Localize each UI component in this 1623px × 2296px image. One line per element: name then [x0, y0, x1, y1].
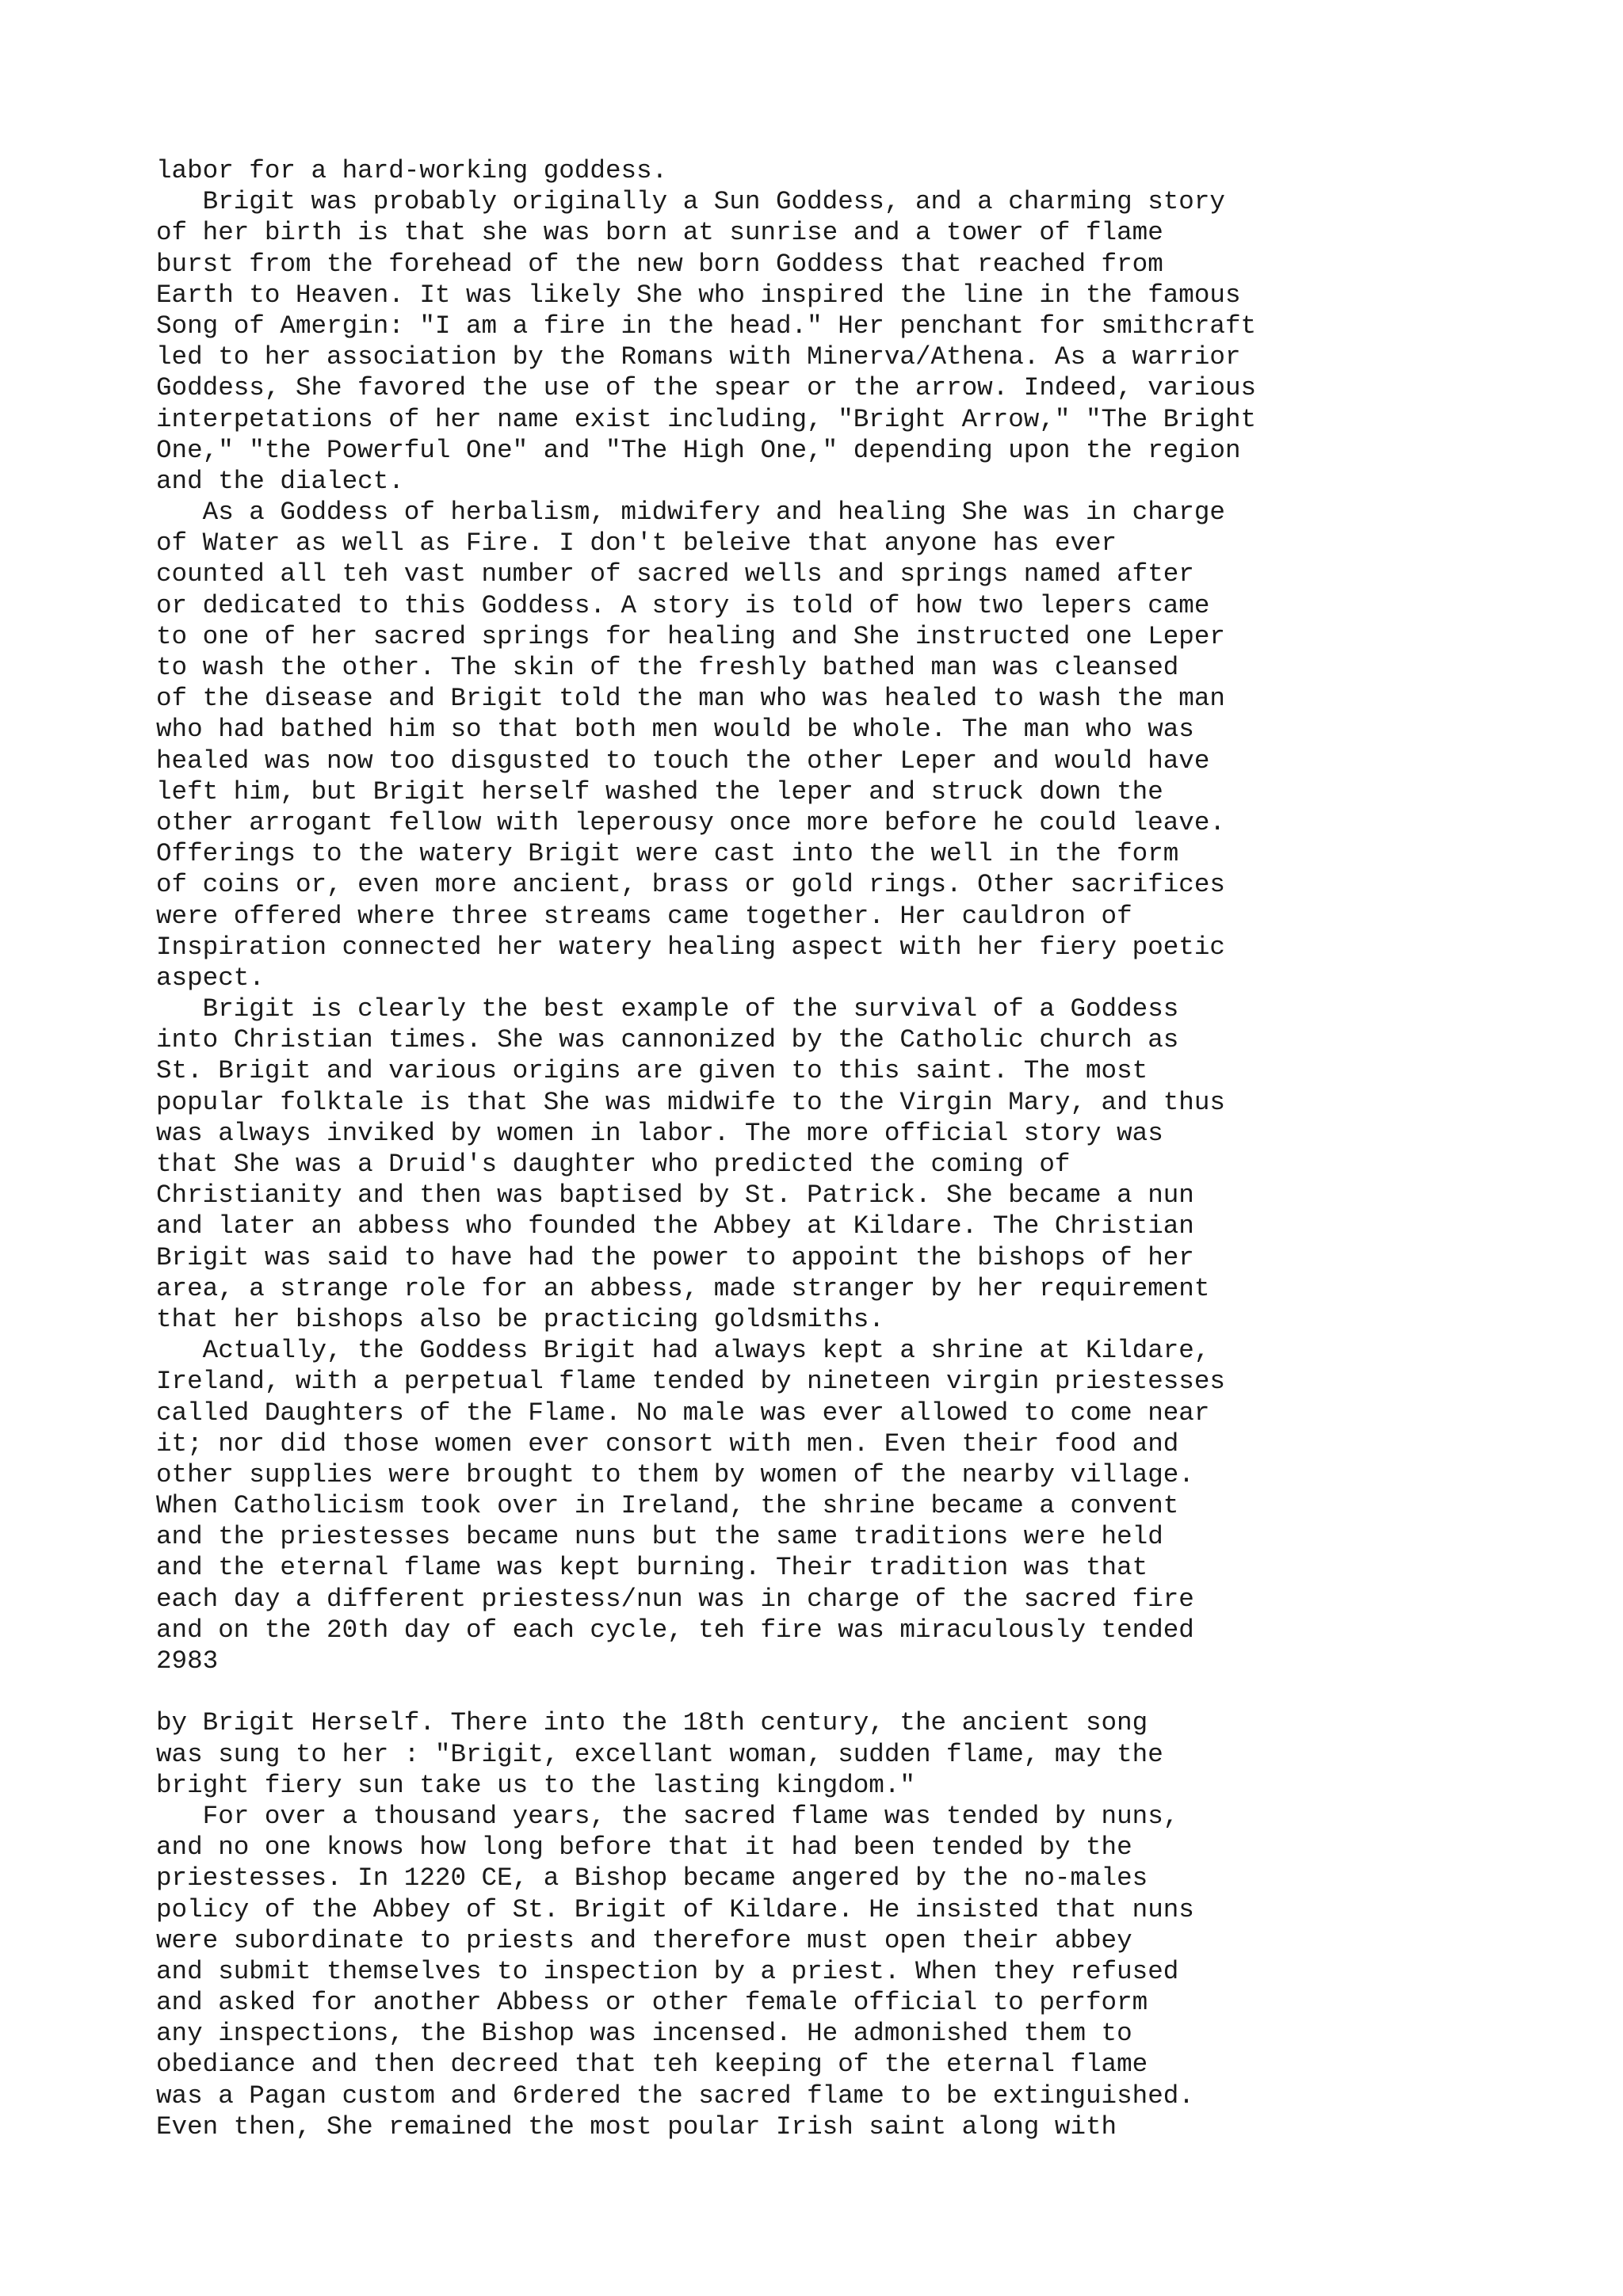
text-line: and on the 20th day of each cycle, teh fire was miraculously tended [156, 1615, 1194, 1645]
text-line: led to her association by the Romans with Minerva/Athena. As a warrior [156, 342, 1241, 372]
text-line: and the eternal flame was kept burning. Their tradition was that [156, 1553, 1148, 1583]
text-line: and the dialect. [156, 466, 404, 496]
text-line: Song of Amergin: "I am a fire in the head." Her penchant for smithcraft [156, 311, 1257, 341]
text-line: were offered where three streams came together. Her cauldron of [156, 901, 1132, 931]
text-line: policy of the Abbey of St. Brigit of Kildare. He insisted that nuns [156, 1894, 1194, 1924]
text-line: When Catholicism took over in Ireland, the shrine became a convent [156, 1491, 1179, 1521]
text-line: were subordinate to priests and therefore must open their abbey [156, 1925, 1132, 1955]
text-line: and later an abbess who founded the Abbey at Kildare. The Christian [156, 1211, 1194, 1241]
text-line: and submit themselves to inspection by a priest. When they refused [156, 1956, 1179, 1986]
text-line: aspect. [156, 963, 265, 993]
text-line: who had bathed him so that both men would be whole. The man who was [156, 715, 1194, 745]
text-line: Brigit is clearly the best example of the survival of a Goddess [156, 994, 1179, 1024]
text-line: Brigit was probably originally a Sun Goddess, and a charming story [156, 187, 1225, 217]
text-line: bright fiery sun take us to the lasting kingdom." [156, 1770, 915, 1800]
text-line: priestesses. In 1220 CE, a Bishop became angered by the no-males [156, 1863, 1148, 1894]
text-line: Brigit was said to have had the power to appoint the bishops of her [156, 1242, 1194, 1272]
text-line: that She was a Druid's daughter who predicted the coming of [156, 1150, 1071, 1179]
text-line: other arrogant fellow with leperousy once more before he could leave. [156, 807, 1225, 837]
text-line: each day a different priestess/nun was in charge of the sacred fire [156, 1584, 1194, 1614]
text-line: by Brigit Herself. There into the 18th century, the ancient song [156, 1708, 1148, 1738]
text-line: healed was now too disgusted to touch the other Leper and would have [156, 746, 1210, 776]
text-line: Offerings to the watery Brigit were cast into the well in the form [156, 839, 1179, 869]
text-line: called Daughters of the Flame. No male was ever allowed to come near [156, 1398, 1210, 1428]
text-line: Goddess, She favored the use of the spear or the arrow. Indeed, various [156, 373, 1257, 403]
text-line: other supplies were brought to them by women of the nearby village. [156, 1459, 1194, 1489]
document-page [156, 155, 1583, 2142]
text-line: of coins or, even more ancient, brass or gold rings. Other sacrifices [156, 870, 1225, 900]
text-line: For over a thousand years, the sacred flame was tended by nuns, [156, 1801, 1179, 1831]
text-line: counted all teh vast number of sacred wells and springs named after [156, 559, 1194, 589]
text-line: that her bishops also be practicing goldsmiths. [156, 1304, 884, 1334]
text-block-page-2 [156, 1707, 1583, 2142]
text-line: Even then, She remained the most poular Irish saint along with [156, 2111, 1117, 2142]
text-line: area, a strange role for an abbess, made stranger by her requirement [156, 1273, 1210, 1303]
text-line: it; nor did those women ever consort with men. Even their food and [156, 1428, 1179, 1459]
text-line: to one of her sacred springs for healing and She instructed one Leper [156, 621, 1225, 651]
page-number: 2983 [156, 1646, 219, 1676]
text-line: was always inviked by women in labor. The more official story was [156, 1118, 1163, 1148]
text-line: labor for a hard-working goddess. [156, 156, 668, 185]
text-block-page-1 [156, 155, 1583, 1646]
text-line: interpetations of her name exist including, "Bright Arrow," "The Bright [156, 404, 1257, 434]
page-break [156, 1676, 1583, 1707]
text-line: As a Goddess of herbalism, midwifery and healing She was in charge [156, 498, 1225, 528]
text-line: burst from the forehead of the new born Goddess that reached from [156, 249, 1163, 279]
text-line: was sung to her : "Brigit, excellant woman, sudden flame, may the [156, 1739, 1163, 1769]
text-line: One," "the Powerful One" and "The High One," depending upon the region [156, 435, 1241, 465]
text-line: to wash the other. The skin of the freshly bathed man was cleansed [156, 653, 1179, 682]
text-line: of the disease and Brigit told the man who was healed to wash the man [156, 684, 1225, 714]
text-line: and no one knows how long before that it had been tended by the [156, 1833, 1132, 1863]
text-line: St. Brigit and various origins are given to this saint. The most [156, 1056, 1148, 1086]
text-line: or dedicated to this Goddess. A story is told of how two lepers came [156, 590, 1210, 620]
text-line: of her birth is that she was born at sunrise and a tower of flame [156, 218, 1163, 248]
text-line: and the priestesses became nuns but the same traditions were held [156, 1522, 1163, 1552]
text-line: Ireland, with a perpetual flame tended by nineteen virgin priestesses [156, 1367, 1225, 1397]
text-line: into Christian times. She was cannonized by the Catholic church as [156, 1025, 1179, 1055]
text-line: Earth to Heaven. It was likely She who inspired the line in the famous [156, 280, 1241, 310]
text-line: obediance and then decreed that teh keeping of the eternal flame [156, 2050, 1148, 2080]
text-line: of Water as well as Fire. I don't beleive that anyone has ever [156, 528, 1117, 559]
text-line: was a Pagan custom and 6rdered the sacred flame to be extinguished. [156, 2081, 1194, 2111]
text-line: any inspections, the Bishop was incensed. He admonished them to [156, 2019, 1132, 2049]
text-line: Christianity and then was baptised by St. Patrick. She became a nun [156, 1180, 1194, 1211]
text-line: left him, but Brigit herself washed the leper and struck down the [156, 776, 1163, 807]
text-line: and asked for another Abbess or other female official to perform [156, 1988, 1148, 2018]
text-line: popular folktale is that She was midwife to the Virgin Mary, and thus [156, 1087, 1225, 1117]
text-line: Inspiration connected her watery healing aspect with her fiery poetic [156, 932, 1225, 962]
text-line: Actually, the Goddess Brigit had always kept a shrine at Kildare, [156, 1336, 1210, 1366]
